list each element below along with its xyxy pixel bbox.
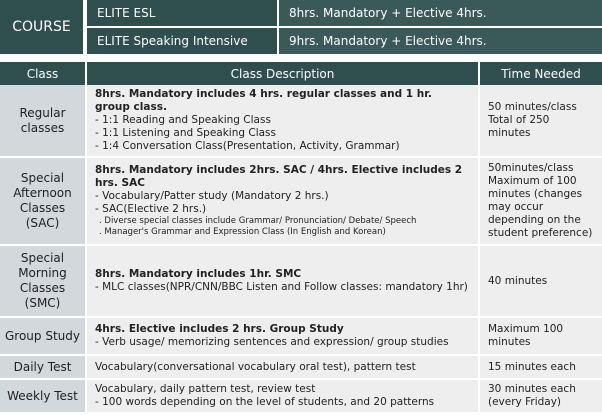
class-description	[86, 317, 479, 355]
course-label: COURSE	[0, 0, 85, 54]
class-name: Special Morning Classes (SMC)	[0, 245, 86, 317]
table-row	[0, 85, 602, 157]
class-name: Group Study	[0, 317, 86, 355]
desc-bold: 8hrs. Mandatory includes 1hr. SMC	[95, 268, 302, 280]
table-header-row	[0, 62, 602, 85]
desc-line: - 1:1 Reading and Speaking Class	[95, 114, 271, 126]
desc-line: - 100 words depending on the level of students, and 20 patterns	[95, 396, 435, 408]
class-time: Maximum 100 minutes	[479, 317, 602, 355]
class-description	[86, 245, 479, 317]
class-description	[86, 157, 479, 245]
course-row-speaking	[87, 28, 602, 54]
desc-bold: 8hrs. Mandatory includes 4 hrs. regular classes and 1 hr. group class.	[95, 88, 432, 113]
table-row	[0, 157, 602, 245]
header-time: Time Needed	[479, 62, 602, 85]
class-name: Daily Test	[0, 355, 86, 379]
desc-line: Vocabulary, daily pattern test, review test	[95, 383, 316, 395]
class-description	[86, 355, 479, 379]
class-time: 50 minutes/class Total of 250 minutes	[479, 85, 602, 157]
class-description	[86, 379, 479, 413]
class-time: 30 minutes each (every Friday)	[479, 379, 602, 413]
desc-line: - Verb usage/ memorizing sentences and expression/ group studies	[95, 336, 449, 348]
desc-line: - 1:1 Listening and Speaking Class	[95, 127, 277, 139]
course-name: ELITE Speaking Intensive	[87, 28, 279, 54]
desc-subline: . Manager's Grammar and Expression Class (In English and Korean)	[99, 227, 386, 237]
course-name: ELITE ESL	[87, 0, 279, 26]
desc-bold: 8hrs. Mandatory includes 2hrs. SAC / 4hrs. Elective includes 2 hrs. SAC	[95, 164, 463, 189]
table-row	[0, 317, 602, 355]
desc-bold: 4hrs. Elective includes 2 hrs. Group Study	[95, 323, 344, 335]
desc-line: Vocabulary(conversational vocabulary oral test), pattern test	[95, 360, 416, 373]
class-description	[86, 85, 479, 157]
course-panel	[0, 0, 602, 54]
table-row	[0, 245, 602, 317]
class-time: 50minutes/class Maximum of 100 minutes (changes may occur depending on the student preference)	[479, 157, 602, 245]
class-name: Special Afternoon Classes (SAC)	[0, 157, 86, 245]
class-name: Weekly Test	[0, 379, 86, 413]
desc-subline: . Diverse special classes include Grammar/ Pronunciation/ Debate/ Speech	[99, 216, 417, 226]
class-table	[0, 62, 602, 414]
desc-line: - Vocabulary/Patter study (Mandatory 2 hrs.)	[95, 190, 329, 202]
course-row-esl	[87, 0, 602, 26]
desc-line: - SAC(Elective 2 hrs.)	[95, 203, 207, 215]
table-row	[0, 379, 602, 413]
course-hours: 8hrs. Mandatory + Elective 4hrs.	[279, 0, 602, 26]
class-time: 15 minutes each	[479, 355, 602, 379]
desc-line: - MLC classes(NPR/CNN/BBC Listen and Follow classes: mandatory 1hr)	[95, 281, 468, 293]
class-name: Regular classes	[0, 85, 86, 157]
header-description: Class Description	[86, 62, 479, 85]
desc-line: - 1:4 Conversation Class(Presentation, Activity, Grammar)	[95, 140, 400, 152]
table-row	[0, 355, 602, 379]
course-hours: 9hrs. Mandatory + Elective 4hrs.	[279, 28, 602, 54]
class-time: 40 minutes	[479, 245, 602, 317]
header-class: Class	[0, 62, 86, 85]
